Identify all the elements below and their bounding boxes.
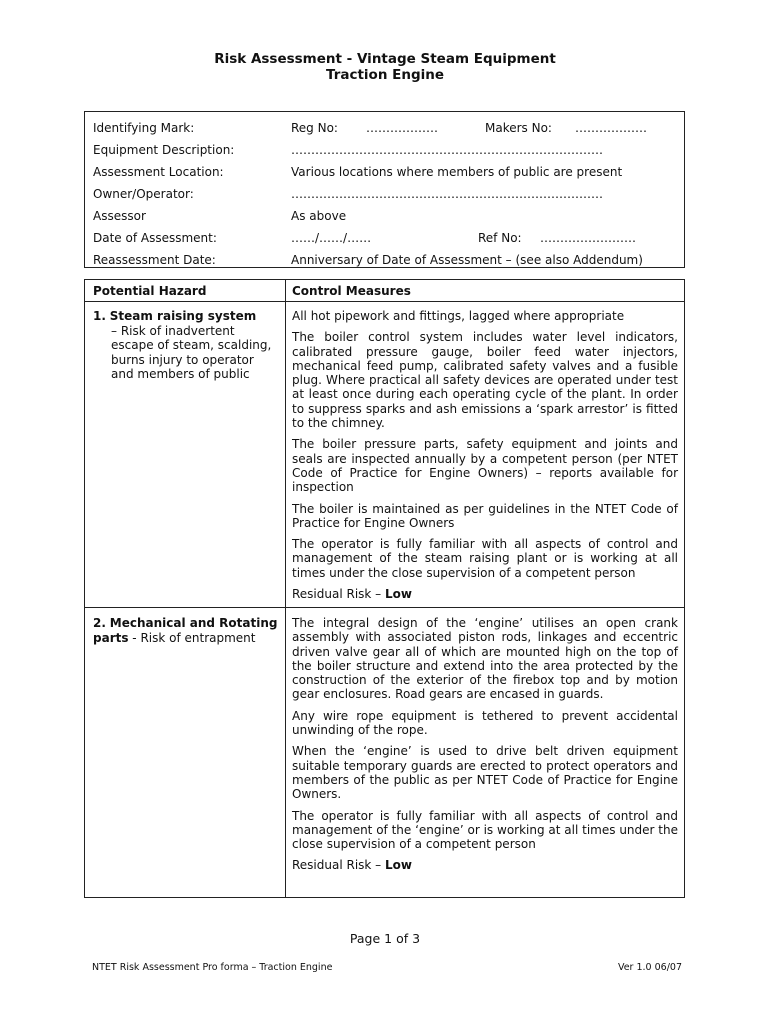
col-header-control: Control Measures — [292, 284, 411, 298]
document-subtitle: Traction Engine — [325, 67, 445, 83]
measure-paragraph: The operator is fully familiar with all aspects of control and management of the steam raising plant or is working at all times under the close supervision of a competent person — [292, 537, 678, 580]
assessor-value: As above — [291, 209, 347, 223]
info-row-location — [85, 161, 684, 183]
header-divider — [85, 301, 684, 302]
ref-no-label: Ref No: — [478, 231, 522, 245]
residual-risk-2 — [292, 858, 678, 872]
measure-paragraph: When the ‘engine’ is used to drive belt driven equipment suitable temporary guards are erected to protect operators and members of the public as per NTET Code of Practice for Engine Owners. — [292, 744, 678, 802]
document-title: Risk Assessment - Vintage Steam Equipment — [214, 51, 556, 67]
date-of-assessment-label: Date of Assessment: — [93, 231, 217, 245]
residual-risk-label: Residual Risk – — [292, 587, 385, 602]
measure-paragraph: The boiler pressure parts, safety equipment and joints and seals are inspected annually by a competent person (per NTET Code of Practice for Engine Owners) – reports available for inspection — [292, 437, 678, 495]
ref-no-value: …………………… — [540, 231, 636, 245]
info-row-identifying — [85, 117, 684, 139]
hazard-2-description: - Risk of entrapment — [128, 630, 256, 645]
reassessment-date-label: Reassessment Date: — [93, 253, 216, 267]
measure-paragraph: The operator is fully familiar with all aspects of control and management of the ‘engine’ or is working at all times under the close supervision of a competent person — [292, 808, 678, 852]
measure-paragraph: The boiler control system includes water level indicators, calibrated pressure gauge, boiler feed water injectors, mechanical feed pump, calibrated safety valves and a fusible plug. Where practical all safety devices are operated under test at least once during each operating cycle of the plant. In order to suppress sparks and ash emissions a ‘spark arrestor’ is fitted to the chimney. — [292, 330, 678, 431]
measure-paragraph: The boiler is maintained as per guidelines in the NTET Code of Practice for Engine Owners — [292, 501, 678, 530]
equipment-info-box — [84, 111, 685, 268]
residual-risk-value: Low — [385, 858, 412, 873]
assessment-location-label: Assessment Location: — [93, 165, 224, 179]
reg-no-value: ……………… — [366, 121, 438, 135]
makers-no-label: Makers No: — [485, 121, 552, 135]
row-divider — [85, 607, 684, 608]
info-row-reassessment — [85, 249, 684, 271]
equipment-description-value: …………………………………………………………………… — [291, 143, 603, 157]
hazard-table — [84, 279, 685, 898]
page-number: Page 1 of 3 — [349, 931, 421, 946]
residual-risk-1 — [292, 587, 678, 601]
measure-paragraph: All hot pipework and fittings, lagged where appropriate — [292, 309, 625, 323]
residual-risk-label: Residual Risk – — [292, 858, 385, 873]
info-row-date — [85, 227, 684, 249]
info-row-assessor — [85, 205, 684, 227]
measure-paragraph: The integral design of the ‘engine’ utilises an open crank assembly with associated piston rods, linkages and eccentric driven valve gear all of which are mounted high on the top of the boiler structure and extend into the area protected by the construction of the exterior of the firebox top and by motion gear enclosures. Road gears are encased in guards. — [292, 616, 678, 702]
hazard-2 — [93, 616, 280, 645]
equipment-description-label: Equipment Description: — [93, 143, 235, 157]
hazard-1-title: Steam raising system — [109, 309, 257, 323]
footer-version: Ver 1.0 06/07 — [617, 962, 682, 973]
hazard-1 — [93, 309, 280, 382]
control-measures-2 — [292, 616, 678, 880]
col-header-hazard: Potential Hazard — [93, 284, 207, 298]
footer-document-name: NTET Risk Assessment Pro forma – Traction Engine — [92, 962, 333, 973]
owner-operator-value: …………………………………………………………………… — [291, 187, 603, 201]
info-row-description — [85, 139, 684, 161]
residual-risk-value: Low — [385, 587, 412, 602]
info-row-owner — [85, 183, 684, 205]
reg-no-label: Reg No: — [291, 121, 338, 135]
column-divider — [285, 280, 286, 897]
hazard-1-description: – Risk of inadvertent escape of steam, scalding, burns injury to operator and members of public — [111, 323, 272, 381]
owner-operator-label: Owner/Operator: — [93, 187, 194, 201]
hazard-2-title: Mechanical and Rotating parts — [93, 616, 278, 645]
assessor-label: Assessor — [93, 209, 146, 223]
assessment-location-value: Various locations where members of public are present — [291, 165, 623, 179]
makers-no-value: ……………… — [575, 121, 647, 135]
identifying-mark-label: Identifying Mark: — [93, 121, 195, 135]
control-measures-1 — [292, 309, 678, 608]
hazard-1-number: 1. — [93, 309, 106, 323]
date-of-assessment-value: ……/……/…… — [291, 231, 372, 245]
measure-paragraph: Any wire rope equipment is tethered to prevent accidental unwinding of the rope. — [292, 708, 678, 738]
reassessment-date-value: Anniversary of Date of Assessment – (see also Addendum) — [291, 253, 643, 267]
hazard-2-number: 2. — [93, 616, 106, 630]
